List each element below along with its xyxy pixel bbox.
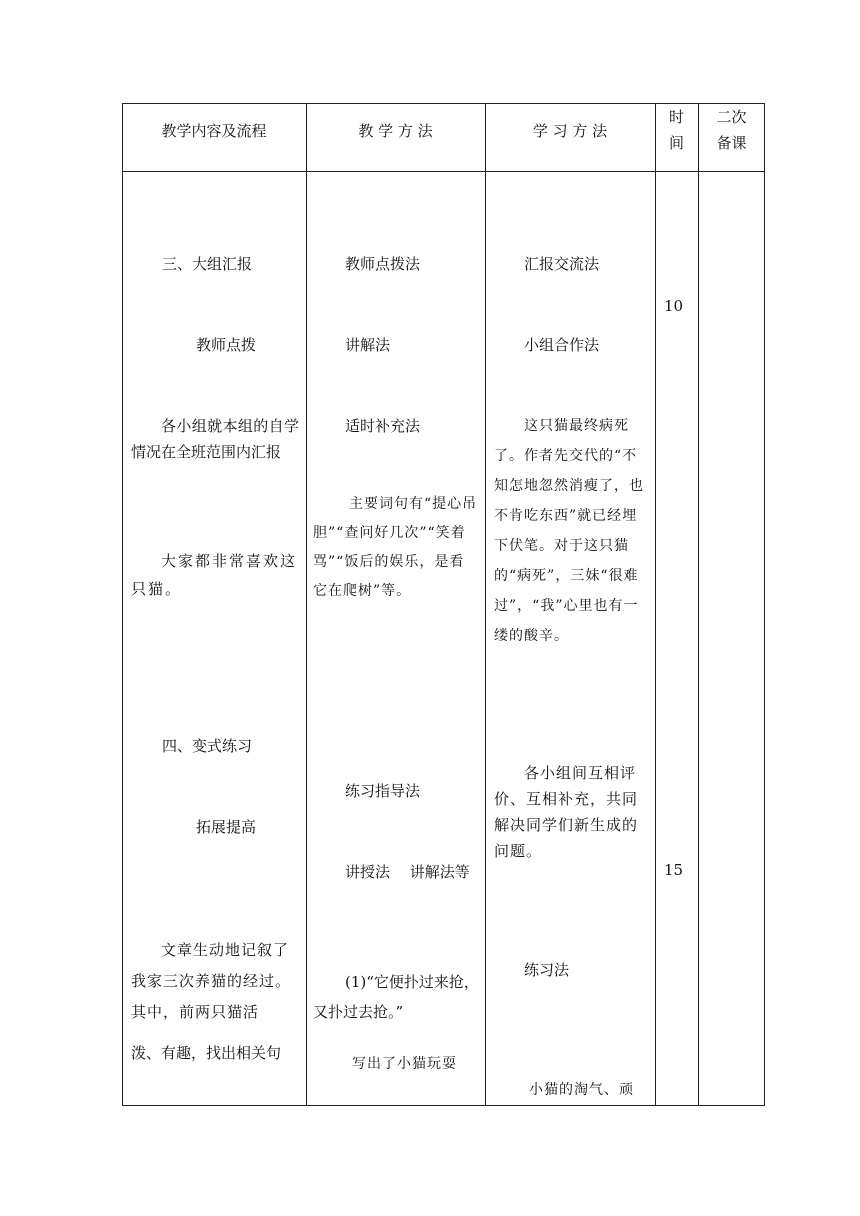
teaching-method-4: 练习指导法	[345, 782, 421, 800]
header-divider	[122, 171, 765, 172]
teaching-method-2: 讲解法	[345, 336, 391, 354]
column-divider	[306, 103, 307, 1106]
header-content-flow: 教学内容及流程	[161, 122, 267, 140]
header-time-line1: 时	[668, 108, 684, 126]
column-divider	[655, 103, 656, 1106]
learning-method-1: 汇报交流法	[524, 255, 600, 273]
teaching-method-5: 讲授法 讲解法等	[345, 863, 470, 881]
header-learning-method: 学 习 方 法	[532, 122, 608, 140]
column-divider	[698, 103, 699, 1106]
learning-analysis-paragraph: 这只猫最终病死了。作者先交代的“不知怎地忽然消瘦了，也不肯吃东西”就已经埋下伏笔。对于这只猫的“病死”，三妹“很难过”，“我”心里也有一缕的酸辛。	[494, 418, 644, 644]
quote-1-note: 写出了小猫玩耍	[352, 1056, 457, 1072]
learning-bottom-text: 小猫的淘气、顽	[529, 1082, 634, 1098]
header-time-line2: 间	[668, 134, 684, 152]
teaching-method-1: 教师点拨法	[345, 255, 421, 273]
header-time	[655, 104, 698, 156]
learning-peer-review: 各小组间互相评价、互相补充，共同解决同学们新生成的问题。	[494, 764, 639, 860]
section3-paragraph: 各小组就本组的自学情况在全班范围内汇报	[131, 417, 299, 461]
column-divider	[485, 103, 486, 1106]
section4-paragraph: 文章生动地记叙了我家三次养猫的经过。其中，前两只猫活	[131, 941, 292, 1021]
learning-method-3: 练习法	[524, 961, 570, 979]
section3-paragraph-2: 大家都非常喜欢这只猫。	[131, 552, 298, 598]
learning-method-2: 小组合作法	[524, 336, 600, 354]
time-value-1: 10	[664, 297, 684, 315]
section3-subtitle: 教师点拨	[196, 336, 257, 354]
section4-paragraph-end: 泼、有趣，找出相关句	[131, 1044, 282, 1062]
header-second-prep	[698, 104, 765, 156]
section3-title: 三、大组汇报	[162, 255, 253, 273]
header-teaching-method: 教 学 方 法	[358, 122, 433, 140]
header-second-prep-line2: 备课	[716, 134, 747, 152]
quote-1: (1)“它便扑过来抢，又扑过去抢。”	[313, 973, 479, 1021]
section4-subtitle: 拓展提高	[196, 818, 257, 836]
time-value-2: 15	[664, 861, 684, 879]
section4-title: 四、变式练习	[162, 737, 253, 755]
teaching-method-3: 适时补充法	[345, 417, 421, 435]
teaching-key-phrases: 主要词句有“提心吊胆”“查问好几次”“笑着骂”“饭后的娱乐，是看它在爬树”等。	[313, 496, 478, 599]
header-second-prep-line1: 二次	[716, 108, 747, 126]
